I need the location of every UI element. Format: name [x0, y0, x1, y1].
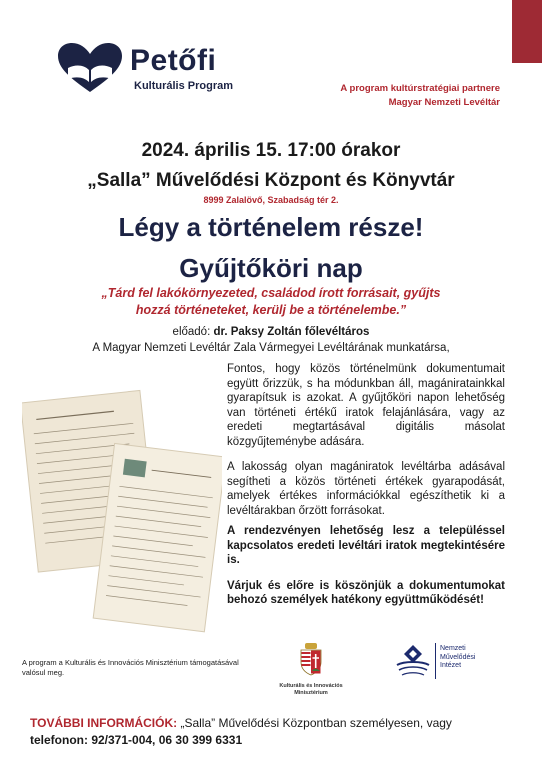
presenter-role: A Magyar Nemzeti Levéltár Zala Vármegyei Levéltárának munkatársa,: [92, 342, 450, 354]
ministry-line-1: Kulturális és Innovációs: [279, 683, 343, 689]
event-address: 8999 Zalalövő, Szabadság tér 2.: [203, 195, 339, 205]
footer-phone: telefonon: 92/371-004, 06 30 399 6331: [30, 733, 243, 747]
corner-accent-bar: [512, 0, 542, 63]
heart-book-icon: [56, 42, 124, 94]
event-venue: „Salla” Művelődési Központ és Könyvtár: [87, 170, 455, 191]
partner-info: [340, 82, 500, 110]
quote-line-2: hozzá történeteket, kerülj be a történelembe.”: [135, 303, 407, 317]
event-date: 2024. április 15. 17:00 órakor: [141, 140, 401, 161]
footer-line-1: [30, 715, 520, 732]
nmi-name: [440, 645, 475, 671]
footer-text-1: „Salla” Művelődési Központban személyesen, vagy: [177, 716, 452, 730]
body-paragraph-3: A rendezvényen lehetőség lesz a településsel kapcsolatos eredeti levéltári iratok megtekintésére is.: [227, 525, 505, 566]
nmi-line-1: Nemzeti: [440, 645, 466, 652]
nmi-divider: [435, 643, 436, 679]
quote-line-1: „Tárd fel lakókörnyezeted, családod írott forrásait, gyűjts: [101, 286, 441, 300]
headline-sub: Gyűjtőköri nap: [179, 253, 363, 283]
body-paragraph-4: Várjuk és előre is köszönjük a dokumentumokat behozó személyek hatékony együttműködését!: [227, 579, 505, 606]
hungarian-coat-of-arms-icon: [299, 642, 323, 676]
footer-info: [30, 715, 520, 749]
archival-documents-photo: [22, 380, 222, 640]
footer-label: TOVÁBBI INFORMÁCIÓK:: [30, 716, 178, 730]
logo-title: Petőfi: [130, 44, 217, 77]
body-paragraph-2: A lakosság olyan magániratok levéltárba adásával segítheti a közös történeti értékek gyarapodását, amelyek értékes információkkal egészíthetik ki a levéltárakban őrzött forrásokat.: [227, 461, 505, 517]
headline-main: Légy a történelem része!: [118, 212, 424, 242]
presenter-name: dr. Paksy Zoltán főlevéltáros: [213, 326, 370, 338]
body-text-column: [227, 362, 505, 619]
support-note: A program a Kulturális és Innovációs Minisztérium támogatásával valósul meg.: [22, 658, 239, 677]
nmi-logo: [394, 643, 484, 683]
partner-line-2: Magyar Nemzeti Levéltár: [388, 97, 500, 108]
nmi-logo-icon: [394, 643, 432, 679]
ministry-name: [266, 683, 356, 697]
documents-illustration: [22, 380, 222, 640]
logo-subtitle: Kulturális Program: [134, 80, 234, 92]
body-paragraph-1: Fontos, hogy közös történelmünk dokumentumait együtt őrizzük, s ha módunkban áll, magániratainkkal gyarapítsuk is azokat. A gyűjtőköri napon lehetőség van történeti értékű iratok felajánlására, vagy az eredeti megtartásával digitális másolat közgyűjteménybe adására.: [227, 363, 505, 448]
nmi-line-3: Intézet: [440, 662, 462, 669]
presenter: [0, 326, 542, 338]
petofi-logo: [56, 40, 266, 100]
partner-line-1: A program kultúrstratégiai partnere: [340, 83, 500, 94]
presenter-prefix: előadó:: [172, 326, 214, 338]
ministry-logo: [266, 642, 356, 697]
ministry-line-2: Minisztérium: [294, 690, 328, 696]
event-quote: [60, 285, 482, 319]
nmi-line-2: Művelődési: [440, 653, 476, 661]
